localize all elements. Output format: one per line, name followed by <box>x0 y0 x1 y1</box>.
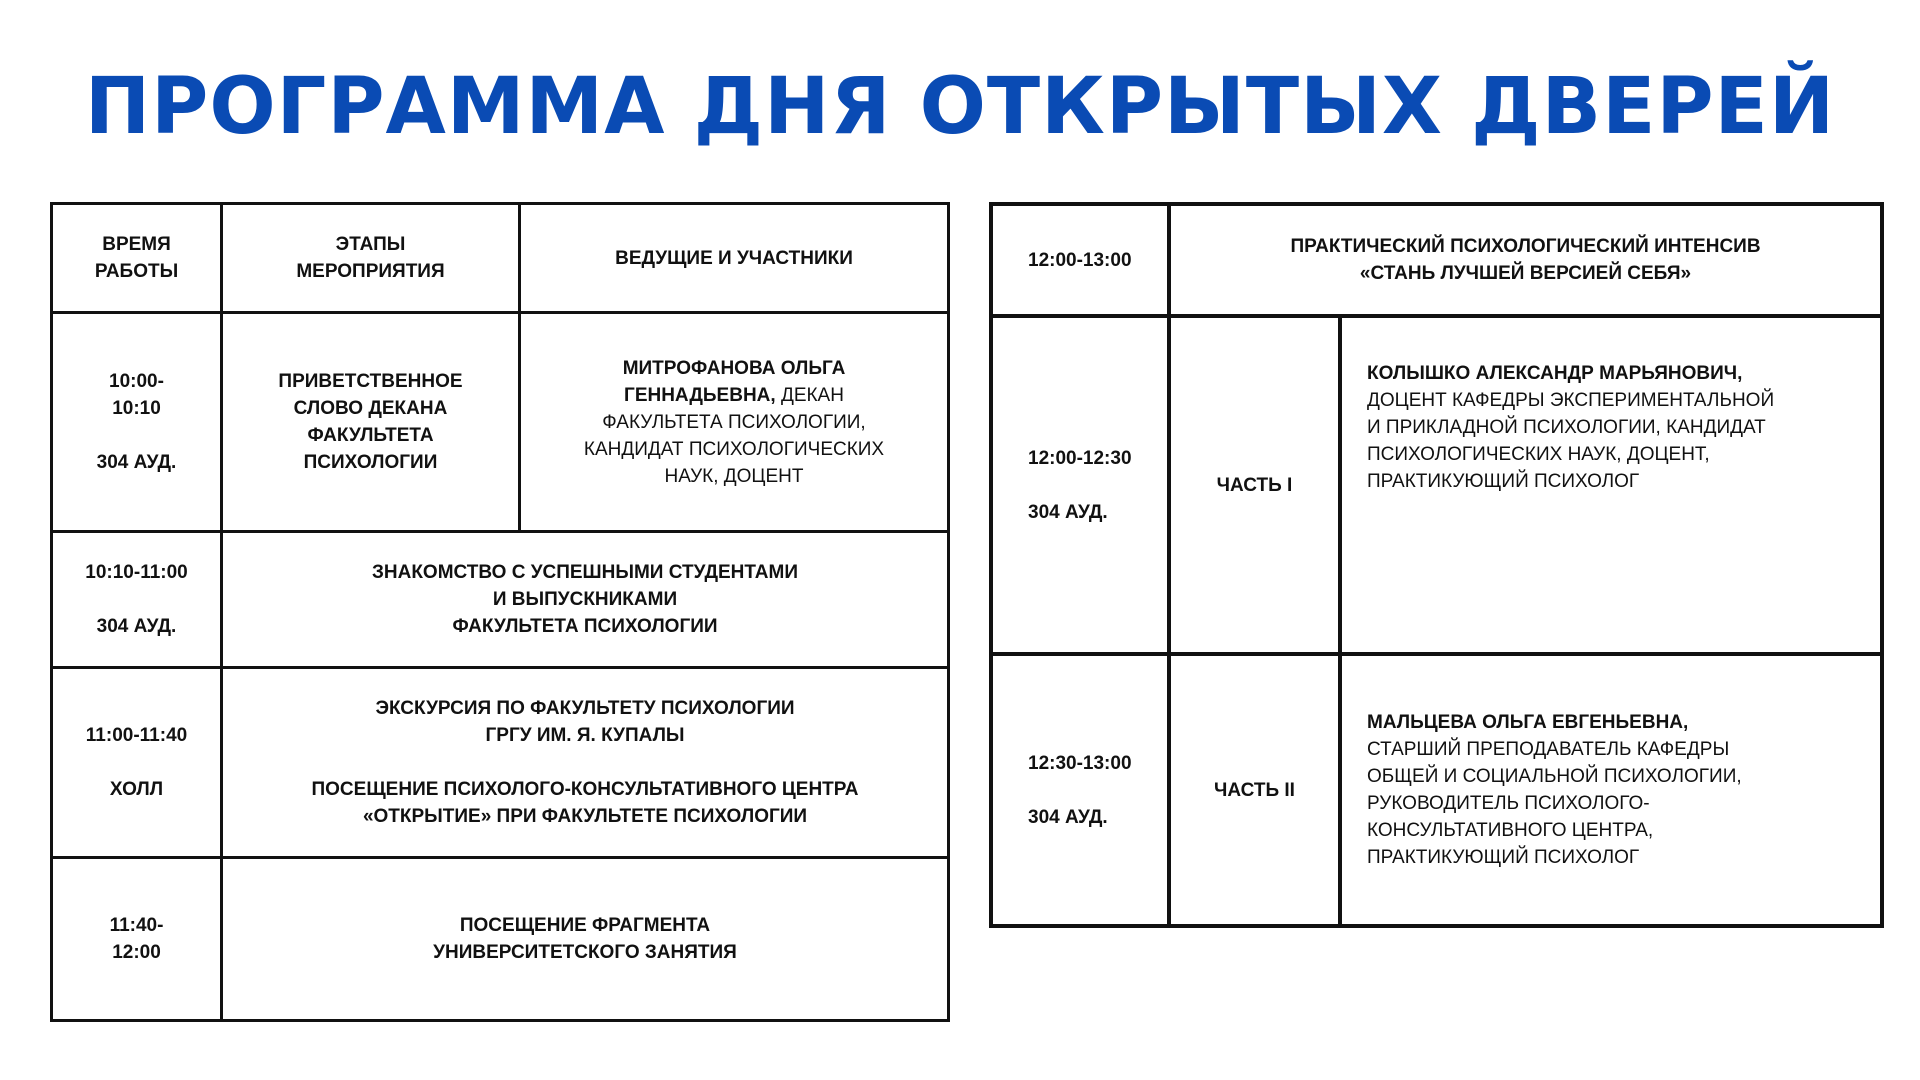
row4-time-cell <box>52 858 222 1021</box>
row1-stage-line: ПСИХОЛОГИИ <box>303 452 438 473</box>
row3-text-line: ЭКСКУРСИЯ ПО ФАКУЛЬТЕТУ ПСИХОЛОГИИ <box>375 698 795 719</box>
intensive-title-line1: ПРАКТИЧЕСКИЙ ПСИХОЛОГИЧЕСКИЙ ИНТЕНСИВ <box>1290 236 1761 257</box>
header-hosts-text: ВЕДУЩИЕ И УЧАСТНИКИ <box>615 247 853 269</box>
part2-host-role: КОНСУЛЬТАТИВНОГО ЦЕНТРА, <box>1367 820 1654 841</box>
row1-host-role: НАУК, ДОЦЕНТ <box>664 465 804 487</box>
part2-host-role: РУКОВОДИТЕЛЬ ПСИХОЛОГО- <box>1367 793 1650 814</box>
row4-text-line: ПОСЕЩЕНИЕ ФРАГМЕНТА <box>459 915 711 936</box>
header-time-line1: ВРЕМЯ <box>102 234 171 255</box>
row1-stage-line: ПРИВЕТСТВЕННОЕ <box>278 371 463 392</box>
row1-host-role: ФАКУЛЬТЕТА ПСИХОЛОГИИ, <box>602 411 866 433</box>
row2-text-line: И ВЫПУСКНИКАМИ <box>492 589 678 610</box>
row2-text-line: ЗНАКОМСТВО С УСПЕШНЫМИ СТУДЕНТАМИ <box>371 562 798 583</box>
part1-time: 12:00-12:30 <box>1028 447 1132 469</box>
row1-time-line2: 10:10 <box>112 398 161 419</box>
table-header-row <box>52 204 949 313</box>
row1-host-role-start: ДЕКАН <box>775 384 844 406</box>
part1-host-role: И ПРИКЛАДНОЙ ПСИХОЛОГИИ, КАНДИДАТ <box>1367 417 1766 438</box>
row4-text-line: УНИВЕРСИТЕТСКОГО ЗАНЯТИЯ <box>433 942 737 963</box>
schedule-table <box>50 202 950 1022</box>
row1-stage-cell <box>222 313 520 532</box>
table-row <box>52 532 949 668</box>
part1-label-cell <box>1169 316 1340 654</box>
part1-host-role: ПСИХОЛОГИЧЕСКИХ НАУК, ДОЦЕНТ, <box>1367 444 1710 465</box>
row1-stage-line: СЛОВО ДЕКАНА <box>293 398 448 419</box>
row1-stage-line: ФАКУЛЬТЕТА <box>307 425 434 446</box>
header-stage-line2: МЕРОПРИЯТИЯ <box>296 261 445 282</box>
header-time <box>52 204 222 313</box>
part1-time-cell <box>991 316 1169 654</box>
part1-host-cell <box>1340 316 1882 654</box>
part2-host-role: СТАРШИЙ ПРЕПОДАВАТЕЛЬ КАФЕДРЫ <box>1367 739 1730 760</box>
intensive-header-row <box>991 204 1882 316</box>
row2-time-cell <box>52 532 222 668</box>
page-title: ПРОГРАММА ДНЯ ОТКРЫТЫХ ДВЕРЕЙ <box>84 62 1836 152</box>
row1-host-cell <box>520 313 949 532</box>
part2-host-role: ПРАКТИКУЮЩИЙ ПСИХОЛОГ <box>1367 847 1640 868</box>
row3-description <box>222 668 949 858</box>
part2-host-role: ОБЩЕЙ И СОЦИАЛЬНОЙ ПСИХОЛОГИИ, <box>1367 766 1742 787</box>
part1-host-role: ДОЦЕНТ КАФЕДРЫ ЭКСПЕРИМЕНТАЛЬНОЙ <box>1367 390 1775 411</box>
part2-room: 304 АУД. <box>1028 806 1108 828</box>
part1-host-role: ПРАКТИКУЮЩИЙ ПСИХОЛОГ <box>1367 471 1640 492</box>
row3-text-line: ПОСЕЩЕНИЕ ПСИХОЛОГО-КОНСУЛЬТАТИВНОГО ЦЕНТРА <box>311 779 859 800</box>
row1-time-cell <box>52 313 222 532</box>
row3-room: ХОЛЛ <box>109 779 164 800</box>
part1-room: 304 АУД. <box>1028 501 1108 523</box>
row3-time-cell <box>52 668 222 858</box>
row2-text-line: ФАКУЛЬТЕТА ПСИХОЛОГИИ <box>452 616 718 637</box>
intensive-time-cell <box>991 204 1169 316</box>
table-row <box>991 654 1882 926</box>
row3-text-line: «ОТКРЫТИЕ» ПРИ ФАКУЛЬТЕТЕ ПСИХОЛОГИИ <box>362 806 808 827</box>
row3-time: 11:00-11:40 <box>85 725 188 746</box>
intensive-table <box>989 202 1884 928</box>
header-stage <box>222 204 520 313</box>
row1-host-name-cont: ГЕННАДЬЕВНА, <box>624 384 776 406</box>
header-hosts <box>520 204 949 313</box>
table-row <box>52 858 949 1021</box>
row1-room: 304 АУД. <box>96 452 177 473</box>
row4-time-line2: 12:00 <box>112 942 161 963</box>
part2-time: 12:30-13:00 <box>1028 752 1132 774</box>
row1-host-role: КАНДИДАТ ПСИХОЛОГИЧЕСКИХ <box>583 438 885 460</box>
part2-host-cell <box>1340 654 1882 926</box>
table-row <box>991 316 1882 654</box>
part2-time-cell <box>991 654 1169 926</box>
row4-description <box>222 858 949 1021</box>
row2-room: 304 АУД. <box>96 616 177 637</box>
intensive-time: 12:00-13:00 <box>1028 249 1132 271</box>
row4-time-line1: 11:40- <box>109 915 164 936</box>
intensive-title-cell <box>1169 204 1882 316</box>
row1-time-line1: 10:00- <box>109 371 164 392</box>
part1-label: ЧАСТЬ I <box>1216 474 1293 496</box>
row1-host-name: МИТРОФАНОВА ОЛЬГА <box>622 357 846 379</box>
row2-time: 10:10-11:00 <box>85 562 188 583</box>
part2-label-cell <box>1169 654 1340 926</box>
header-stage-line1: ЭТАПЫ <box>335 234 406 255</box>
intensive-title-line2: «СТАНЬ ЛУЧШЕЙ ВЕРСИЕЙ СЕБЯ» <box>1359 263 1692 284</box>
table-row <box>52 313 949 532</box>
part2-host-name: МАЛЬЦЕВА ОЛЬГА ЕВГЕНЬЕВНА, <box>1367 712 1689 733</box>
table-row <box>52 668 949 858</box>
part2-label: ЧАСТЬ II <box>1214 779 1295 801</box>
row2-description <box>222 532 949 668</box>
row3-text-line: ГРГУ ИМ. Я. КУПАЛЫ <box>485 725 685 746</box>
header-time-line2: РАБОТЫ <box>94 261 179 282</box>
part1-host-name: КОЛЫШКО АЛЕКСАНДР МАРЬЯНОВИЧ, <box>1367 363 1743 384</box>
